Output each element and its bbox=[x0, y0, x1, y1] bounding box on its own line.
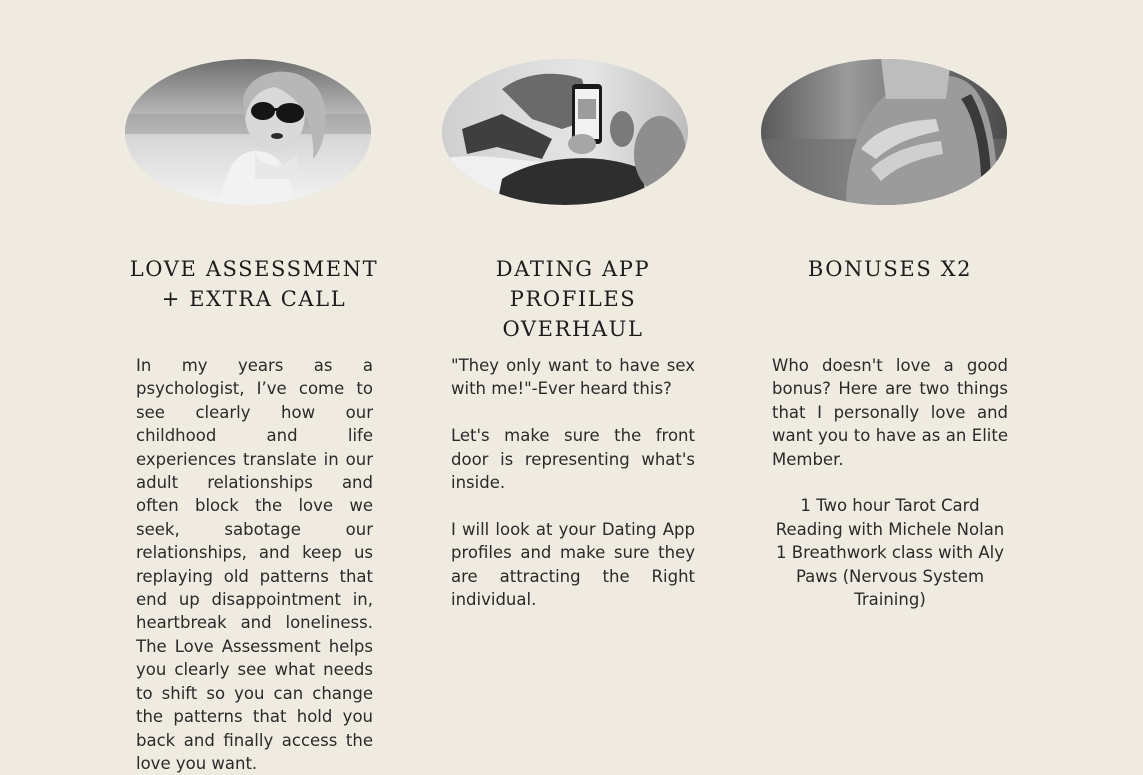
bonus-line: 1 Two hour Tarot Card bbox=[800, 496, 980, 516]
card-description bbox=[136, 354, 373, 775]
card-title-line: BONUSES X2 bbox=[807, 257, 973, 281]
bonus-line: Training) bbox=[854, 590, 926, 610]
card-description bbox=[772, 354, 1008, 611]
bonus-line: 1 Breathwork class with Aly bbox=[776, 543, 1004, 563]
card-title bbox=[442, 254, 704, 344]
card-description bbox=[451, 354, 695, 611]
woman-sunglasses-photo bbox=[125, 59, 371, 205]
bonus-line: Paws (Nervous System bbox=[795, 566, 985, 586]
card-title-line: + EXTRA CALL bbox=[161, 287, 347, 311]
card-title-line: DATING APP bbox=[495, 257, 651, 281]
card-paragraph: Who doesn't love a good bonus? Here are two things that I personally love and want you to have as an Elite Member. bbox=[772, 356, 1008, 469]
card-paragraph: "They only want to have sex with me!"-Ever heard this? bbox=[451, 356, 695, 399]
bonus-line: Reading with Michele Nolan bbox=[775, 519, 1005, 539]
card-paragraph: I will look at your Dating App profiles and make sure they are attracting the Right individual. bbox=[451, 519, 695, 610]
bonus-list bbox=[772, 494, 1008, 611]
card-paragraph: In my years as a psychologist, I’ve come to see clearly how our childhood and life experiences translate in our adult relationships and often block the love we seek, sabotage our relationships, and keep us replaying old patterns that end up disappointment in, heartbreak and loneliness. The Love Assessment helps you clearly see what needs to shift so you can change the patterns that hold you back and finally access the love you want. bbox=[136, 356, 373, 773]
card-title-line: LOVE ASSESSMENT bbox=[129, 257, 379, 281]
card-title bbox=[761, 254, 1019, 284]
card-title-line: PROFILES OVERHAUL bbox=[502, 287, 644, 341]
card-title bbox=[125, 254, 383, 314]
hands-on-chest-photo bbox=[761, 59, 1007, 205]
card-paragraph: Let's make sure the front door is representing what's inside. bbox=[451, 426, 695, 493]
phone-dating-app-photo bbox=[442, 59, 688, 205]
